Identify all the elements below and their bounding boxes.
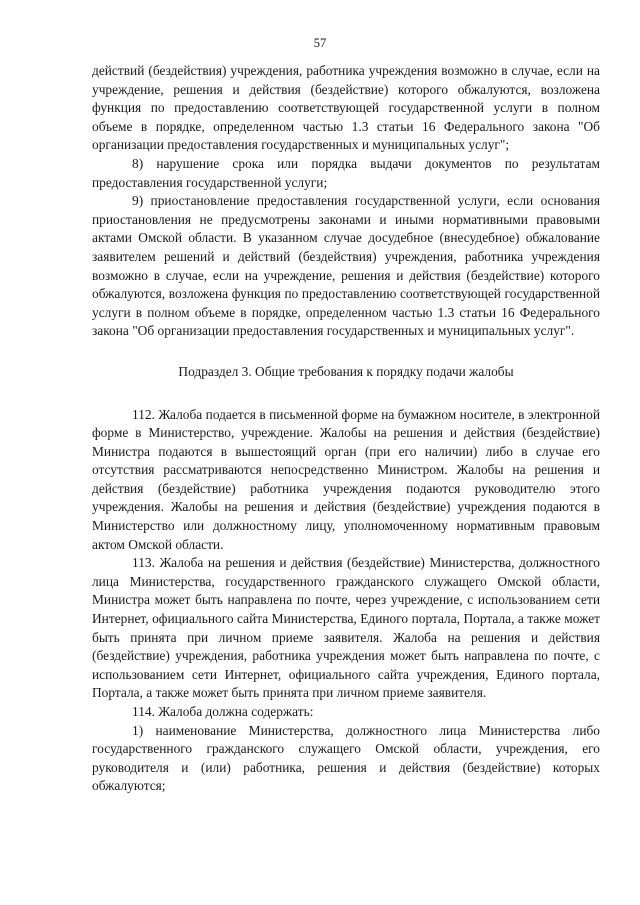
paragraph-continuation: действий (бездействия) учреждения, работника учреждения возможно в случае, если на учреждение, решения и действия (бездействие) которого обжалуются, возложена функция по предоставлению соответствующей государственной услуги в полном объеме в порядке, определенном частью 1.3 статьи 16 Федерального закона "Об организации предоставления государственных и муниципальных услуг"; [92,63,600,153]
list-item-9: 9) приостановление предоставления государственной услуги, если основания приостановления не предусмотрены законами и иными нормативными правовыми актами Омской области. В указанном случае досудебное (внесудебное) обжалование заявителем решений и действий (бездействия) учреждения, работника учреждения возможно в случае, если на учреждение, решения и действия (бездействие) которого обжалуются, возложена функция по предоставлению соответствующей государственной услуги в полном объеме в порядке, определенном частью 1.3 статьи 16 Федерального закона "Об организации предоставления государственных и муниципальных услуг". [92,193,600,339]
list-item-1: 1) наименование Министерства, должностного лица Министерства либо государственного гражданского служащего Омской области, учреждения, его руководителя и (или) работника, решения и действия (бездействие) которых обжалуются; [92,722,600,794]
document-body [92,62,600,796]
section-heading: Подраздел 3. Общие требования к порядку подачи жалобы [178,363,514,379]
paragraph-114: 114. Жалоба должна содержать: [132,704,314,719]
paragraph-113: 113. Жалоба на решения и действия (бездействие) Министерства, должностного лица Министерства, государственного гражданского служащего Омской области, Министра может быть направлена по почте, через учреждение, с использованием сети Интернет, официального сайта Министерства, Единого портала, Портала, а также может быть принята при личном приеме заявителя. Жалоба на решения и действия (бездействие) учреждения, работника учреждения может быть направлена по почте, с использованием сети Интернет, официального сайта учреждения, Единого портала, Портала, а также может быть принята при личном приеме заявителя. [92,555,600,701]
list-item-8: 8) нарушение срока или порядка выдачи документов по результатам предоставления государственной услуги; [92,155,600,190]
paragraph-112: 112. Жалоба подается в письменной форме на бумажном носителе, в электронной форме в Министерство, учреждение. Жалобы на решения и действия (бездействие) Министра подаются в вышестоящий орган (при его наличии) либо в случае его отсутствия рассматриваются непосредственно Министром. Жалобы на решения и действия (бездействие) работника учреждения подаются руководителю этого учреждения. Жалобы на решения и действия (бездействие) учреждения подаются в Министерство или должностному лицу, уполномоченному нормативным правовым актом Омской области. [92,406,600,552]
page-number: 57 [313,36,327,50]
